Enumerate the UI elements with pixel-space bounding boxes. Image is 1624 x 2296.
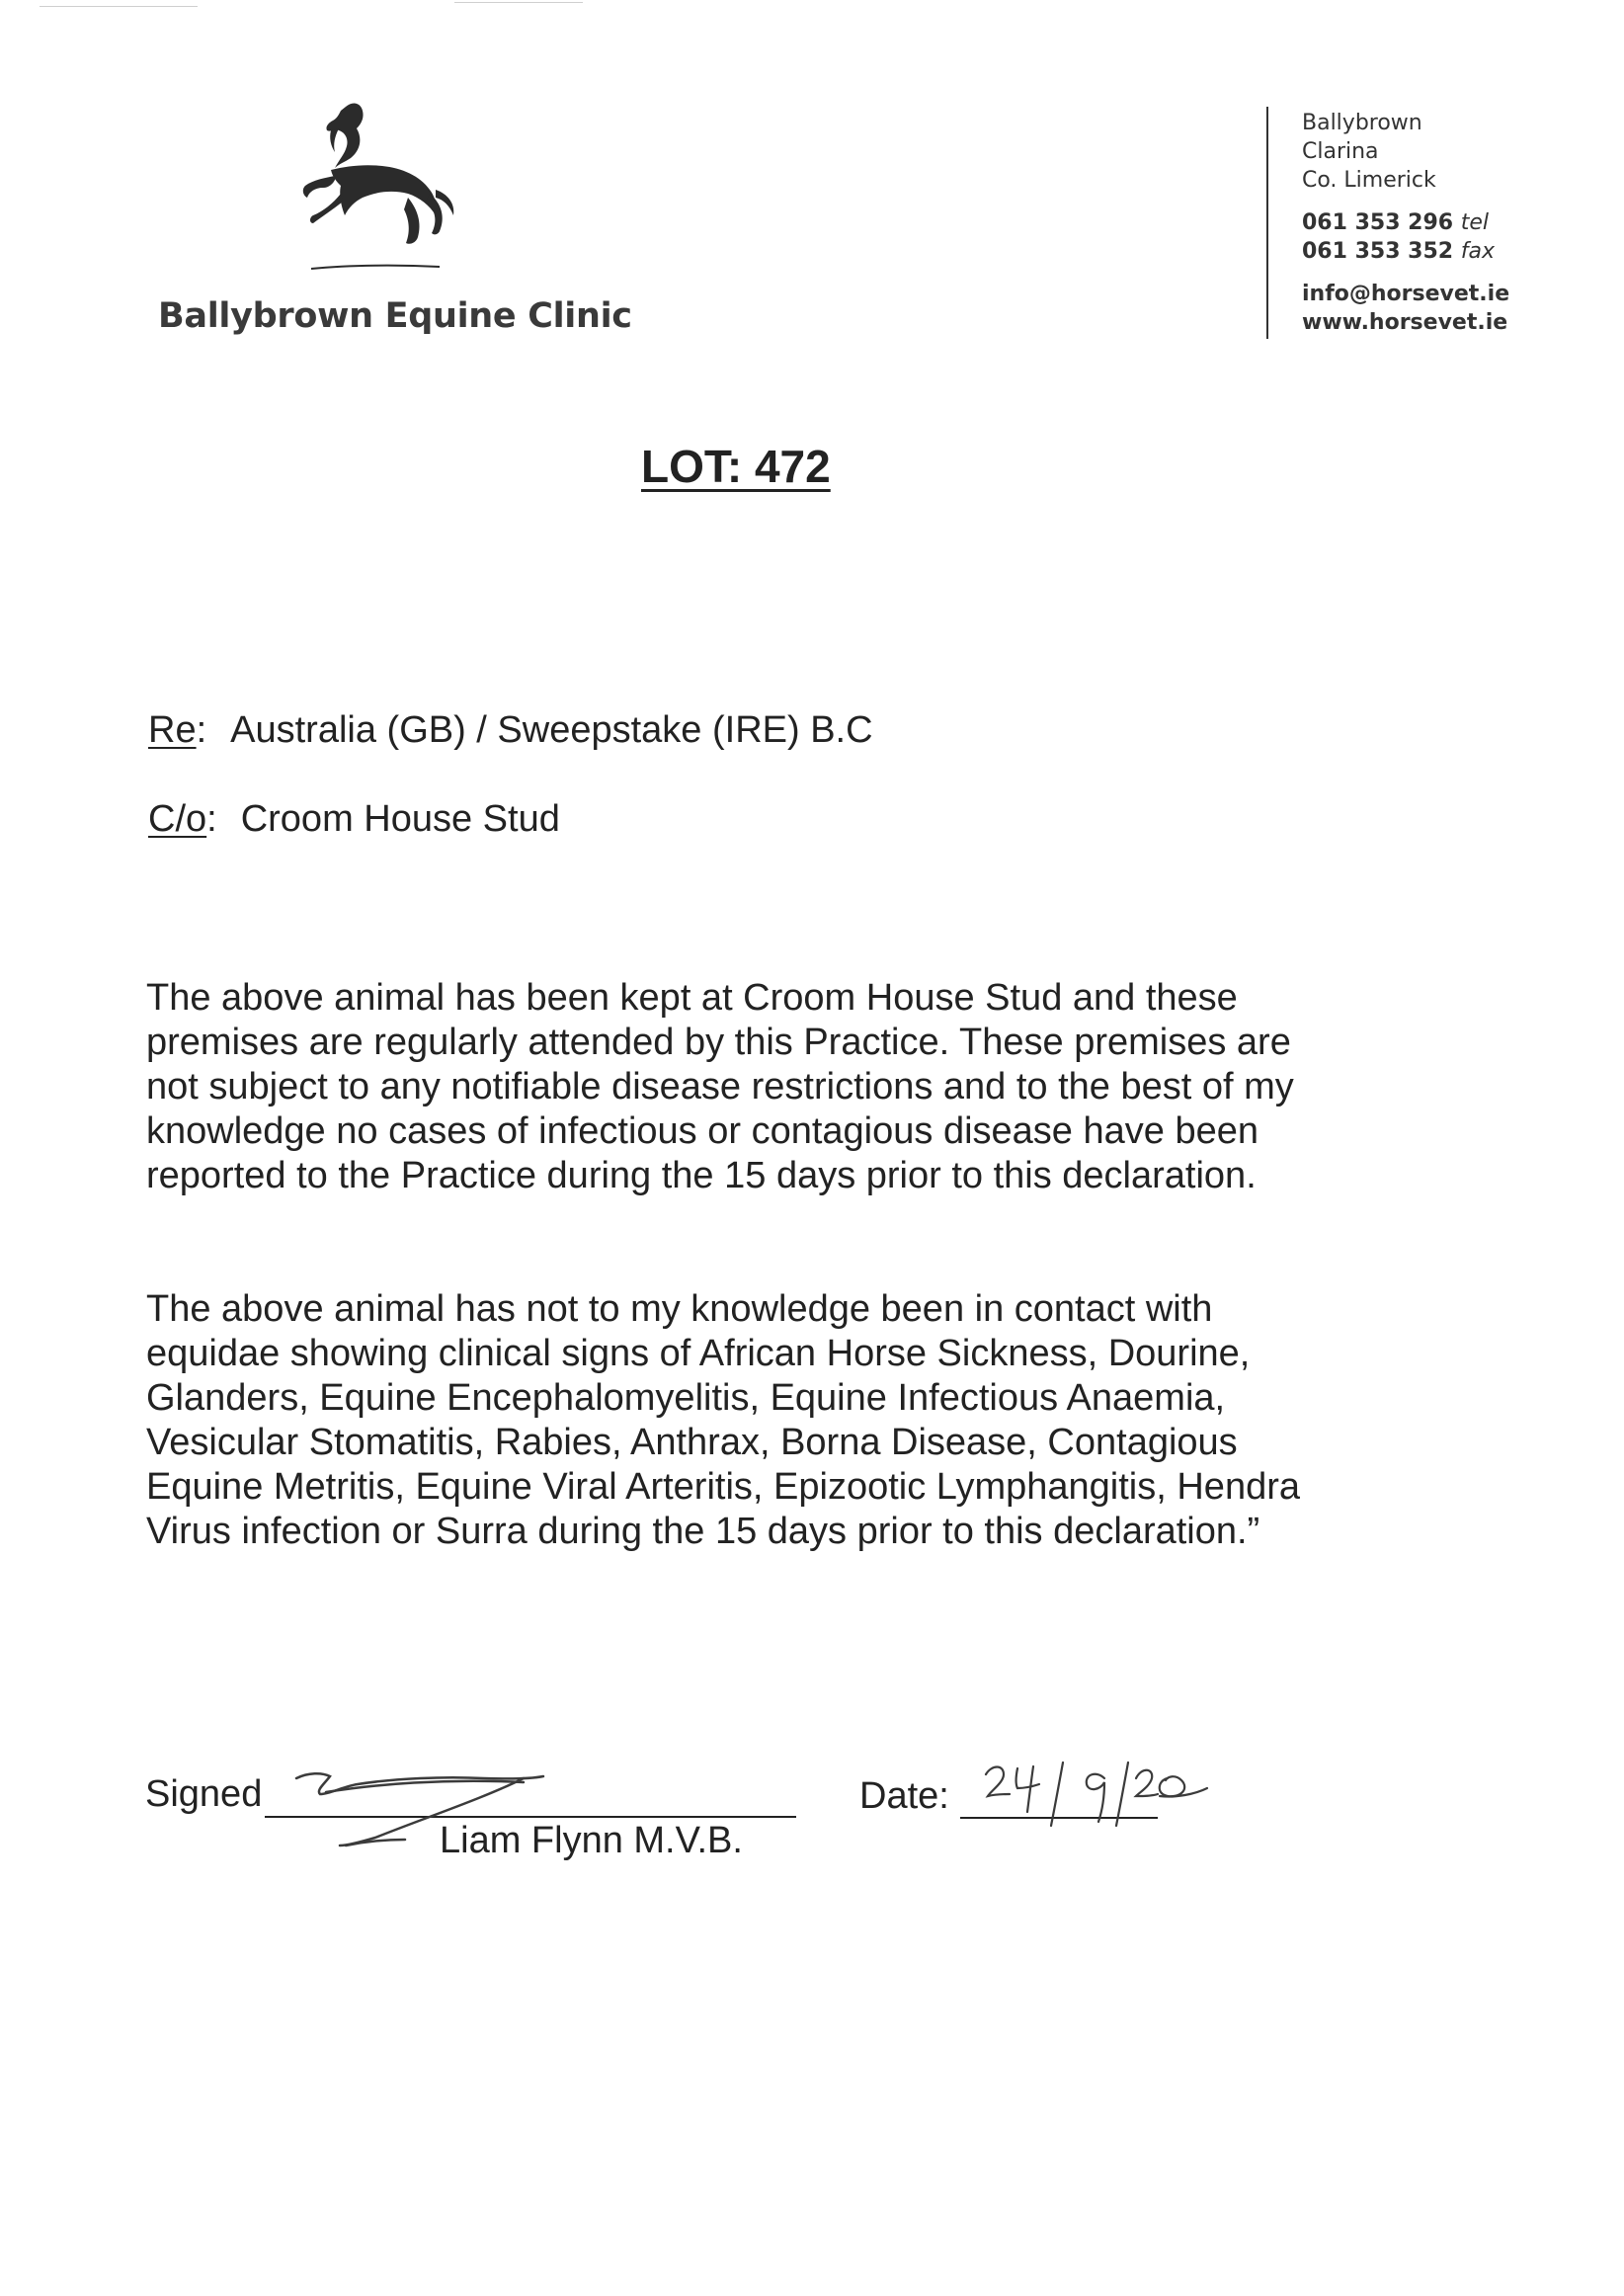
declaration-paragraph: The above animal has been kept at Croom House Stud and these premises are regularly attended by this Practice. These premises are not subject to any notifiable disease restrictions and to the best of my knowledge no cases of infectious or contagious disease have been reported to the Practice during the 15 days prior to this declaration. [146,977,1294,1196]
care-of-value: Croom House Stud [240,798,560,840]
scan-artifact [454,2,583,3]
letterhead-contact-block [1302,109,1509,337]
address-line: Co. Limerick [1302,168,1436,193]
care-of-colon: : [206,798,217,840]
spacer [1302,266,1509,280]
signed-label: Signed [145,1773,263,1815]
telephone-label: tel [1460,210,1490,235]
re-value: Australia (GB) / Sweepstake (IRE) B.C [230,709,873,751]
telephone-number: 061 353 296 [1302,210,1454,235]
scan-artifact [40,6,198,7]
declaration-paragraph: The above animal has not to my knowledge been in contact with equidae showing clinical signs of African Horse Sickness, Dourine, Glanders, Equine Encephalomyelitis, Equine Infectious Anaemia, Vesicular Stomatitis, Rabies, Anthrax, Borna Disease, Contagious Equine Metritis, Equine Viral Arteritis, Epizootic Lymphangitis, Hendra Virus infection or Surra during the 15 days prior to this declaration.” [146,1288,1300,1552]
re-colon: : [196,709,207,751]
fax-line [1302,237,1509,266]
care-of-line [148,798,560,841]
signer-name: Liam Flynn M.V.B. [440,1820,743,1861]
fax-label: fax [1460,239,1496,264]
re-line [148,709,873,752]
lot-title: LOT: 472 [641,441,831,492]
clinic-name: Ballybrown Equine Clinic [158,296,632,336]
fax-number: 061 353 352 [1302,239,1454,264]
website-address: www.horsevet.ie [1302,310,1508,335]
letterhead-divider [1266,107,1268,339]
re-label: Re [148,709,197,751]
spacer [1302,195,1509,208]
address-line: Clarina [1302,139,1379,164]
handwritten-date [978,1749,1235,1838]
date-label: Date: [859,1775,949,1817]
care-of-label: C/o [148,798,207,840]
address-line: Ballybrown [1302,111,1422,135]
horse-logo-icon [291,99,469,287]
email-address: info@horsevet.ie [1302,282,1510,306]
telephone-line [1302,208,1509,237]
